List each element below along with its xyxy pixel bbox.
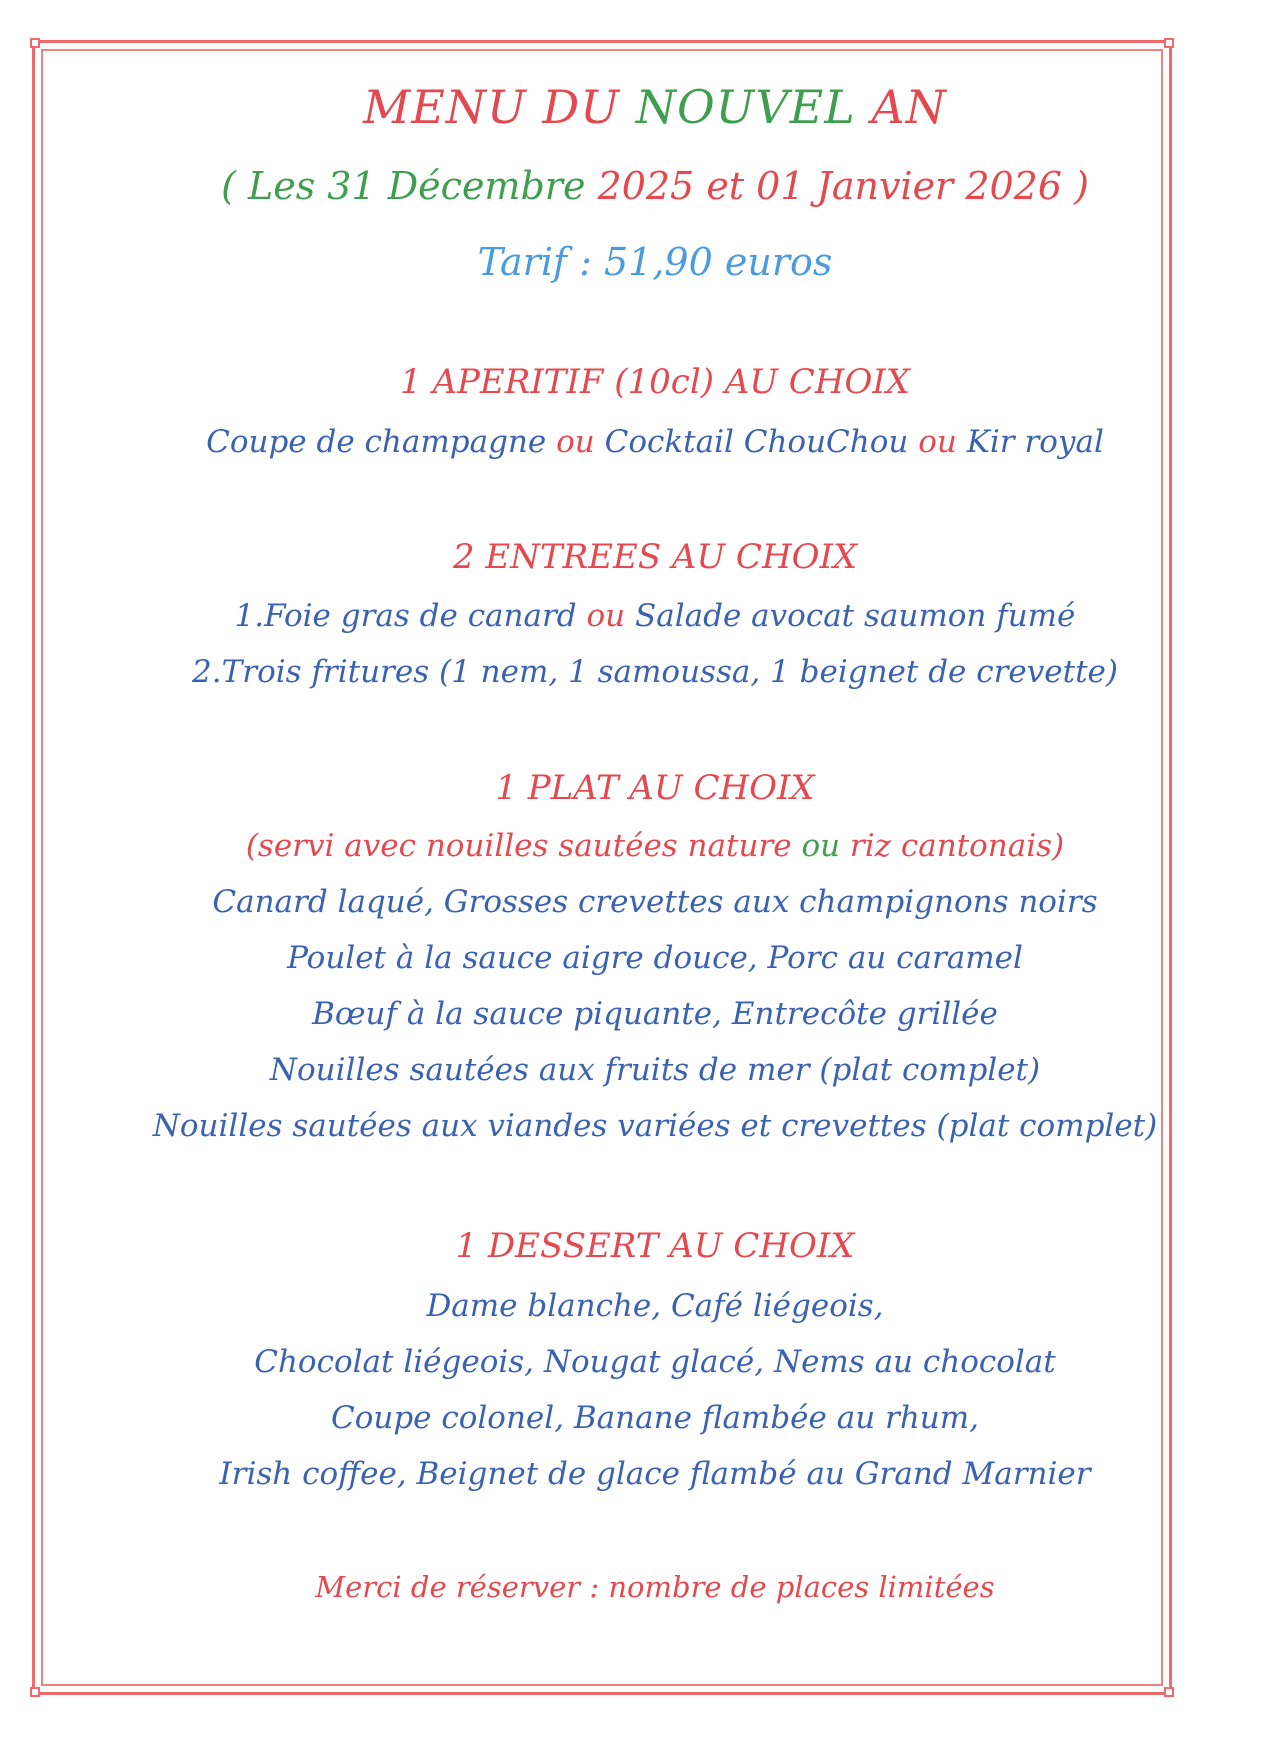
or-separator: ou [556, 424, 595, 460]
dates-part-2: 2025 et 01 Janvier [597, 164, 966, 208]
plat-item: Poulet à la sauce aigre douce, Porc au caramel [287, 940, 1023, 976]
entrees-line-1 [60, 598, 1250, 634]
dates-open: ( [221, 164, 248, 208]
entree-item: 1.Foie gras de canard [234, 598, 587, 634]
aperitif-item: Coupe de champagne [206, 424, 547, 460]
menu-title [60, 80, 1250, 134]
title-part-3: AN [855, 80, 947, 134]
dates-close: ) [1062, 164, 1089, 208]
dessert-heading: 1 DESSERT AU CHOIX [455, 1226, 855, 1266]
plat-note-part: riz cantonais) [840, 828, 1065, 864]
plat-item: Bœuf à la sauce piquante, Entrecôte grillée [312, 996, 998, 1032]
aperitif-heading: 1 APERITIF (10cl) AU CHOIX [400, 362, 910, 402]
menu-price: Tarif : 51,90 euros [477, 240, 833, 284]
plat-item: Canard laqué, Grosses crevettes aux champignons noirs [212, 884, 1098, 920]
aperitif-item: Kir royal [966, 424, 1104, 460]
entree-item: Salade avocat saumon fumé [625, 598, 1076, 634]
entrees-line-2: 2.Trois fritures (1 nem, 1 samoussa, 1 beignet de crevette) [192, 654, 1118, 690]
menu-border-inner [41, 49, 1163, 1686]
plat-note [60, 828, 1250, 864]
or-separator: ou [918, 424, 957, 460]
border-corner-top-left [30, 38, 40, 48]
dates-part-1: Les 31 Décembre [247, 164, 598, 208]
border-corner-top-right [1164, 38, 1174, 48]
or-separator: ou [801, 828, 841, 864]
title-part-2: NOUVEL [635, 80, 856, 134]
plat-heading: 1 PLAT AU CHOIX [495, 768, 815, 808]
aperitif-items [60, 424, 1250, 460]
aperitif-item: Cocktail ChouChou [604, 424, 909, 460]
plat-item: Nouilles sautées aux viandes variées et crevettes (plat complet) [152, 1108, 1158, 1144]
entrees-heading: 2 ENTREES AU CHOIX [452, 537, 858, 577]
border-corner-bottom-right [1164, 1687, 1174, 1697]
dessert-item: Coupe colonel, Banane flambée au rhum, [330, 1400, 980, 1436]
dessert-item: Irish coffee, Beignet de glace flambé au Grand Marnier [219, 1456, 1091, 1492]
menu-dates [60, 164, 1250, 208]
title-part-1: MENU DU [363, 80, 636, 134]
dessert-item: Chocolat liégeois, Nougat glacé, Nems au chocolat [254, 1344, 1056, 1380]
reservation-note: Merci de réserver : nombre de places limitées [315, 1570, 995, 1604]
plat-item: Nouilles sautées aux fruits de mer (plat complet) [269, 1052, 1041, 1088]
border-corner-bottom-left [30, 1687, 40, 1697]
dessert-item: Dame blanche, Café liégeois, [426, 1288, 884, 1324]
or-separator: ou [586, 598, 626, 634]
plat-note-part: (servi avec nouilles sautées nature [245, 828, 802, 864]
dates-part-3: 2026 [965, 164, 1063, 208]
